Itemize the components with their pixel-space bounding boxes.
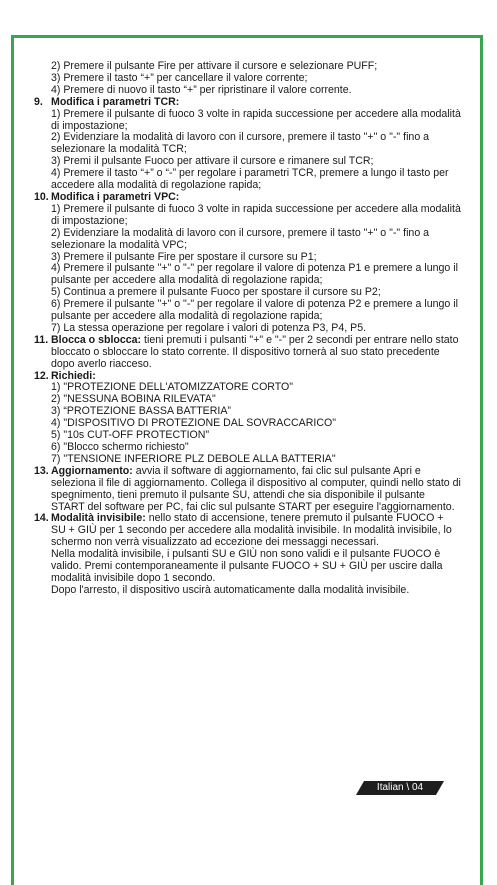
step-line: 3) Premere il pulsante Fire per spostare il cursore su P1; — [51, 250, 317, 263]
section-title: Aggiornamento: — [51, 464, 133, 477]
step-line: 3) Premi il pulsante Fuoco per attivare il cursore e rimanere sul TCR; — [51, 155, 374, 168]
section-text: avvia il software di aggiornamento, fai clic sul pulsante Apri e seleziona il file di aggiornamento. Collega il dispositivo al computer, quindi nello stato di spegnimento, tieni premuto il pulsante SU, attendi che sia disponibile il pulsante START del software per PC, fai clic sul pulsante START per eseguire l'aggiornamento. — [51, 464, 461, 513]
section-number: 10. — [34, 190, 49, 203]
prompt-line: 4) "DISPOSITIVO DI PROTEZIONE DAL SOVRACCARICO" — [51, 417, 336, 430]
section-title: Blocca o sblocca: — [51, 333, 142, 346]
section-title: Richiedi: — [51, 369, 96, 382]
section-number: 14. — [34, 512, 49, 525]
section-vpc — [34, 190, 461, 335]
step-line: 4) Premere il tasto “+” o “-” per regolare i parametri TCR, premere a lungo il tasto per accedere alla modalità di regolazione rapida; — [51, 167, 449, 192]
section-title: Modifica i parametri VPC: — [51, 190, 180, 203]
prompt-line: 5) "10s CUT-OFF PROTECTION" — [51, 429, 210, 442]
section-paragraph — [51, 466, 461, 514]
step-line: 4) Premere il pulsante "+" o "-" per regolare il valore di potenza P1 e premere a lungo il pulsante per accedere alla modalità di regolazione rapida; — [51, 262, 458, 287]
section-lock — [34, 333, 461, 371]
page-number-label: Italian \ 04 — [376, 782, 424, 793]
step-line: 2) Premere il pulsante Fire per attivare il cursore e selezionare PUFF; — [51, 60, 378, 72]
section-paragraph: Nella modalità invisibile, i pulsanti SU e GIÙ non sono validi e il pulsante FUOCO è valido. Premi contemporaneamente il pulsante FUOCO + SU + GIÙ per uscire dalla modalità invisibile dopo 1 secondo. — [51, 548, 443, 584]
section-tcr — [34, 95, 461, 192]
section-number: 11. — [34, 333, 49, 346]
step-line: 6) Premere il pulsante "+" o "-" per regolare il valore di potenza P2 e premere a lungo il pulsante per accedere alla modalità di regolazione rapida; — [51, 298, 458, 323]
step-line: 3) Premere il tasto “+” per cancellare il valore corrente; — [51, 71, 308, 84]
section-text: tieni premuti i pulsanti "+" e "-" per 2 secondi per entrare nello stato bloccato o sbloccare lo stato corrente. Il dispositivo tornerà al suo stato precedente dopo averlo riacceso. — [51, 333, 459, 370]
section-paragraph: Dopo l'arresto, il dispositivo uscirà automaticamente dalla modalità invisibile. — [51, 583, 410, 596]
section-paragraph — [51, 335, 461, 371]
intro-steps — [51, 61, 461, 97]
prompt-line: 2) "NESSUNA BOBINA RILEVATA" — [51, 393, 216, 406]
section-number: 13. — [34, 464, 49, 477]
manual-content — [34, 60, 461, 597]
step-line: 5) Continua a premere il pulsante Fuoco per spostare il cursore su P2; — [51, 286, 381, 299]
section-title: Modifica i parametri TCR: — [51, 95, 180, 108]
prompt-line: 3) “PROTEZIONE BASSA BATTERIA” — [51, 405, 231, 418]
section-title: Modalità invisibile: — [51, 512, 146, 525]
section-prompts — [34, 369, 461, 466]
step-line: 4) Premere di nuovo il tasto “+” per ripristinare il valore corrente. — [51, 83, 352, 96]
section-stealth — [34, 512, 461, 596]
step-line: 2) Evidenziare la modalità di lavoro con il cursore, premere il tasto "+" o "-" fino a selezionare la modalità VPC; — [51, 226, 430, 251]
step-line: 1) Premere il pulsante di fuoco 3 volte in rapida successione per accedere alla modalità di impostazione; — [51, 202, 461, 227]
section-update — [34, 464, 461, 514]
prompt-line: 7) "TENSIONE INFERIORE PLZ DEBOLE ALLA BATTERIA" — [51, 452, 336, 465]
step-line: 7) La stessa operazione per regolare i valori di potenza P3, P4, P5. — [51, 321, 367, 334]
step-line: 1) Premere il pulsante di fuoco 3 volte in rapida successione per accedere alla modalità di impostazione; — [51, 107, 461, 132]
section-number: 12. — [34, 369, 49, 382]
page-footer — [356, 781, 444, 795]
prompt-line: 1) "PROTEZIONE DELL'ATOMIZZATORE CORTO" — [51, 381, 294, 394]
step-line: 2) Evidenziare la modalità di lavoro con il cursore, premere il tasto "+" o "-" fino a selezionare la modalità TCR; — [51, 131, 430, 156]
prompt-line: 6) "Blocco schermo richiesto" — [51, 441, 189, 453]
section-paragraph — [51, 513, 461, 549]
section-number: 9. — [34, 95, 43, 108]
section-text: nello stato di accensione, tenere premuto il pulsante FUOCO + SU + GIÙ per 1 secondo per accedere alla modalità invisibile. In modalità invisibile, lo schermo non verrà visualizzato ad eccezione dei messaggi necessari. — [51, 512, 452, 549]
